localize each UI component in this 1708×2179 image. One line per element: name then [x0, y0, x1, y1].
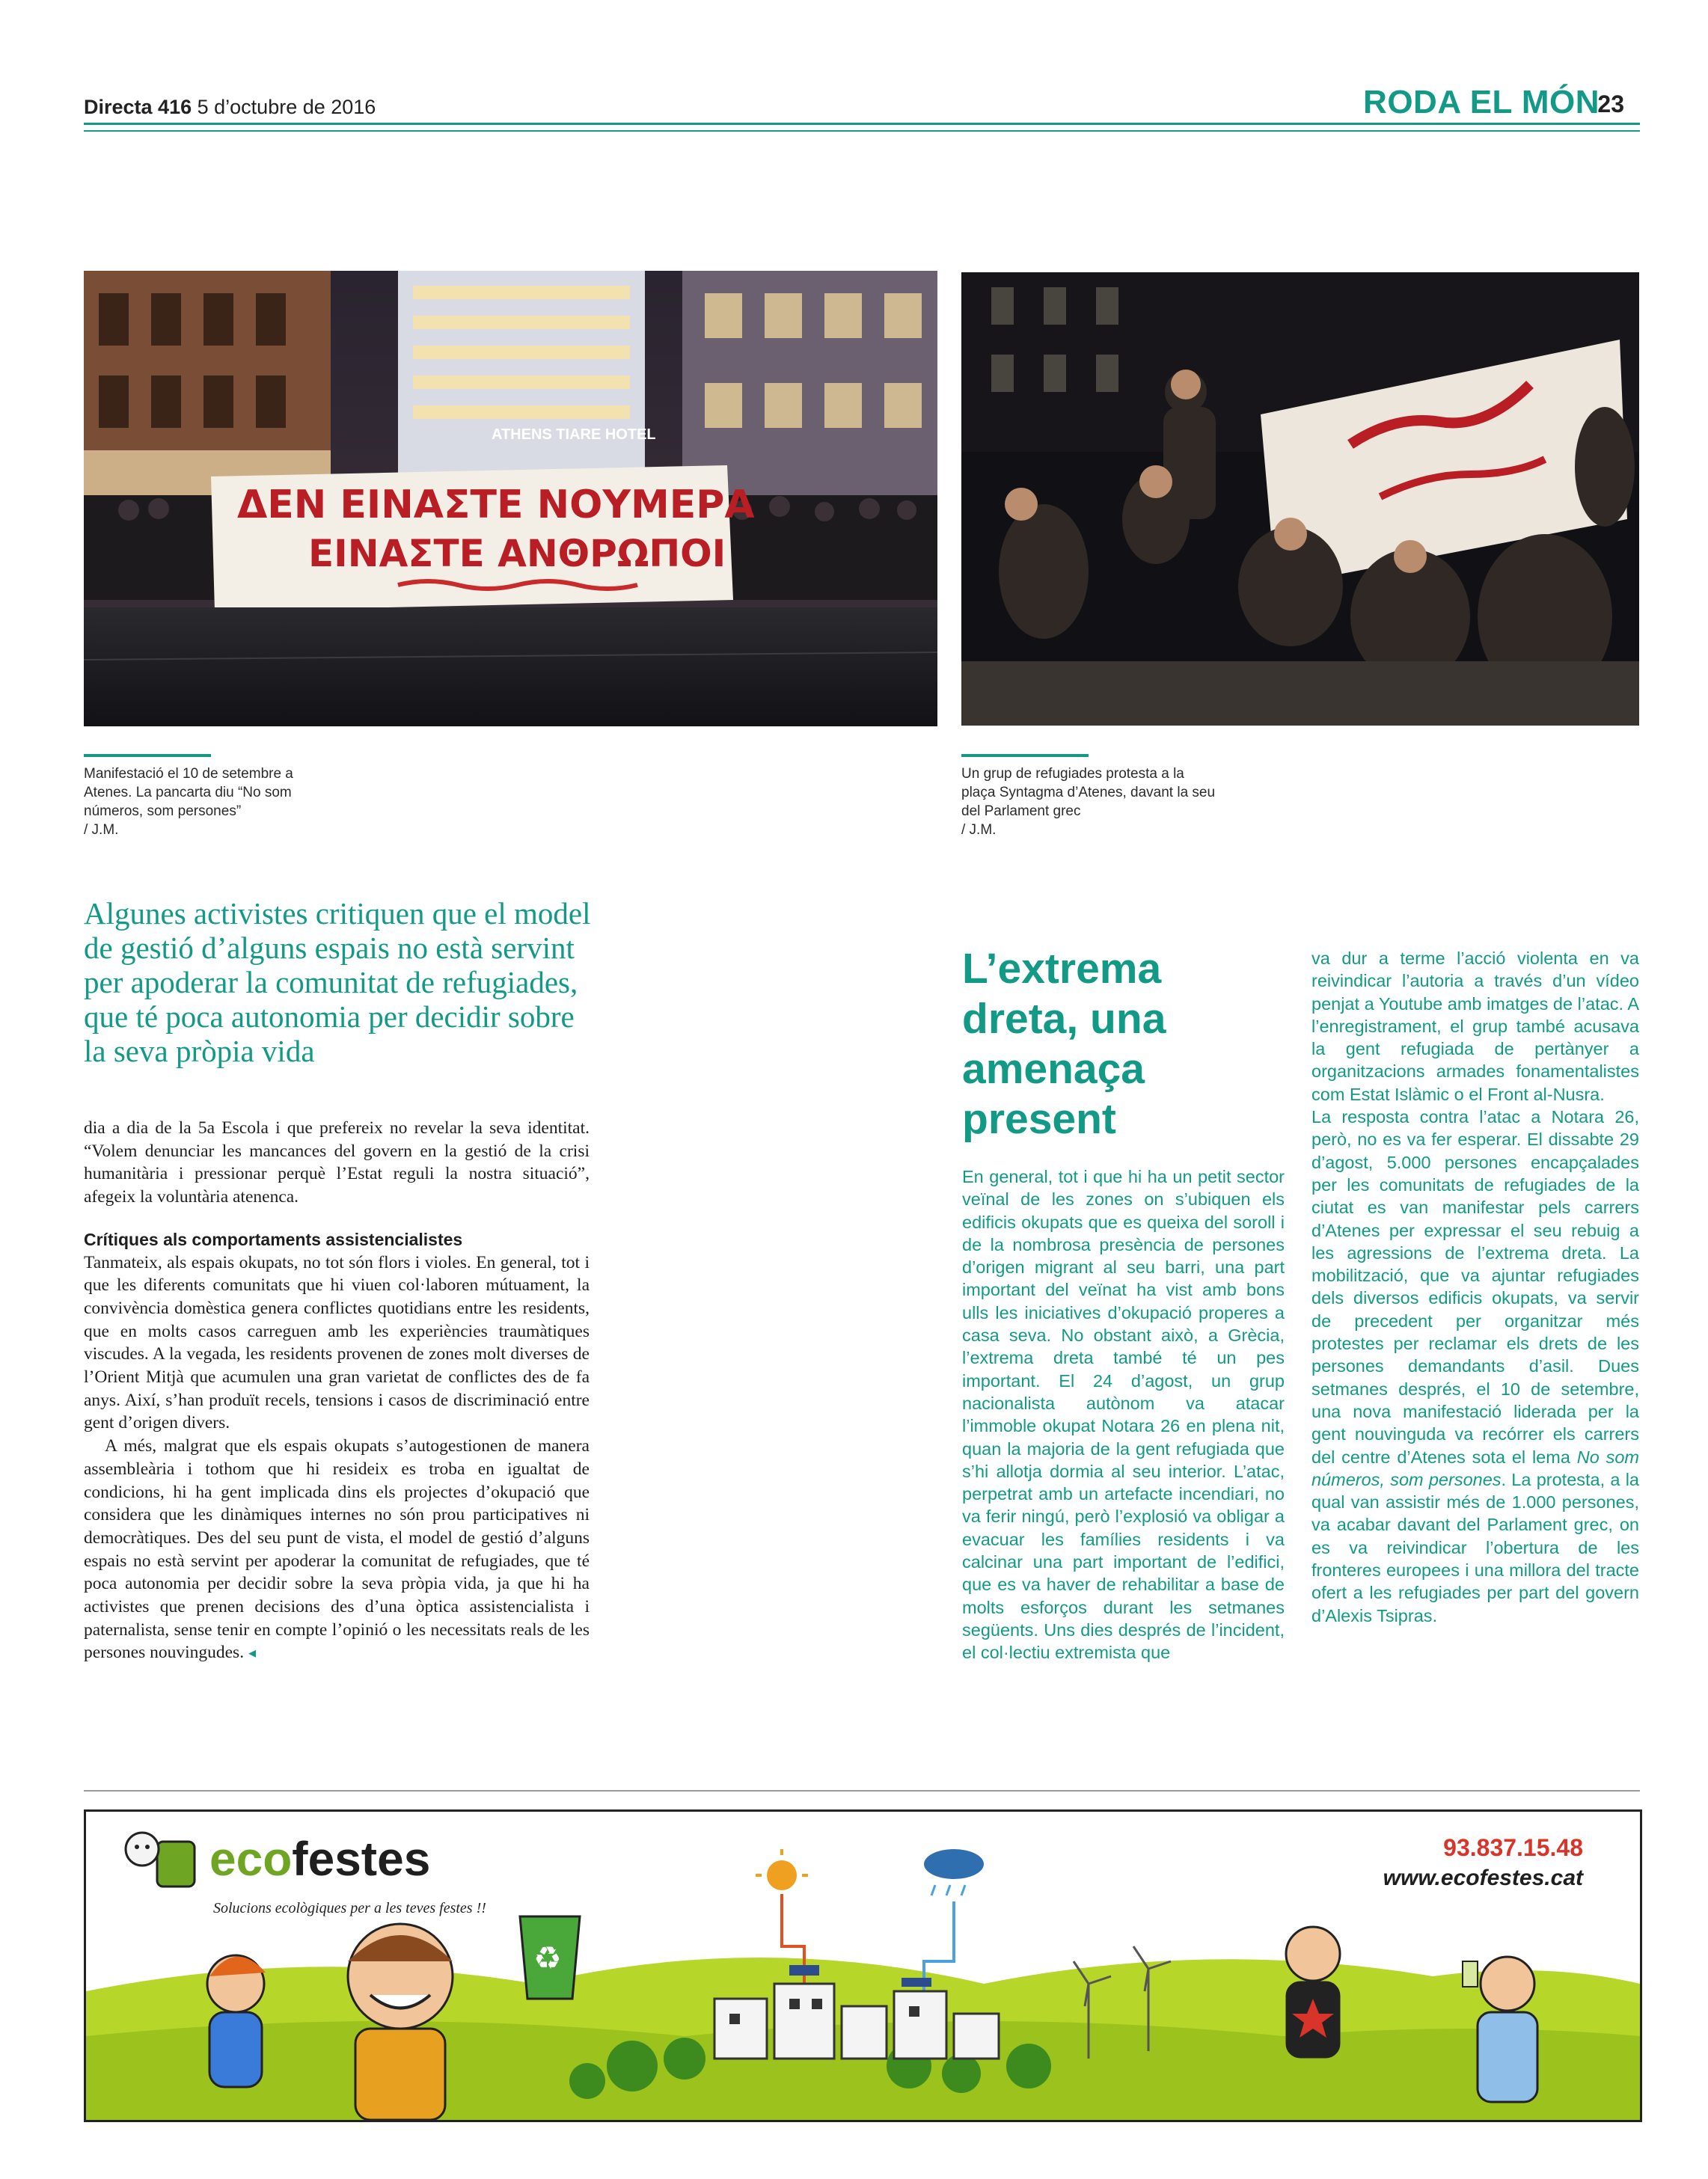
svg-text:♻: ♻ — [533, 1940, 562, 1976]
paragraph: va dur a terme l’acció violenta en va reivindicar l’autoria a través d’un vídeo penjat a Youtube amb imatges de l’atac. A l’enregistrament, el grup també acusava la gent refugiada de pertànyer a organitzacions armades fonamentalistes com Estat Islàmic o el Front al-Nusra. — [1311, 948, 1639, 1104]
masthead-info — [84, 96, 376, 119]
photo-credit: / J.M. — [84, 822, 119, 838]
advertisement-rule — [84, 1790, 1640, 1792]
article-column-1 — [962, 1165, 1285, 1664]
publication-name: Directa 416 — [84, 96, 192, 118]
caption-text: Manifestació el 10 de setembre a Atenes. La pancarta diu “No som números, som persones” — [84, 766, 293, 819]
ad-website-link[interactable]: www.ecofestes.cat — [1383, 1866, 1583, 1890]
paragraph: dia a dia de la 5a Escola i que prefereix no revelar la seva identitat. “Volem denunciar les mancances del govern en la gestió de la crisi humanitària i pressionar perquè l’Estat reguli la nostra situació”, afegeix la voluntària atenenca. — [84, 1118, 590, 1207]
paragraph: En general, tot i que hi ha un petit sector veïnal de les zones on s’ubiquen els edificis okupats que es queixa del soroll i de la nombrosa presència de persones d’origen migrant al seu barri, una part important del veïnat ha vist amb bons ulls les iniciatives d’okupació properes a casa seva. No obstant això, a Grècia, l’extrema dreta també té un pes important. El 24 d’agost, un grup nacionalista autònom va atacar l’immoble okupat Notara 26 en plena nit, quan la majoria de la gent refugiada que s’hi allotja dormia al seu interior. L’atac, perpetrat amb un artefacte incendiari, no va ferir ningú, però l’explosió va obligar a evacuar les famílies residents i va calcinar una part important de l’edifici, que es va haver de rehabilitar a base de molts esforços durant les setmanes següents. Uns dies després de l’incident, el col·lectiu extremista que — [962, 1167, 1285, 1663]
banner-line-2: ΕΙΝΑΣΤΕ ΑΝΘΡΩΠΟΙ — [308, 532, 726, 575]
ad-phone[interactable]: 93.837.15.48 — [1443, 1834, 1583, 1861]
article-column-2 — [1311, 947, 1639, 1627]
header-rule-thin — [84, 130, 1640, 132]
paragraph: Tanmateix, als espais okupats, no tot són flors i violes. En general, tot i que les diferents comunitats que hi viuen col·laboren mútuament, la convivència domèstica genera conflictes quotidians entre les residents, que en molts casos carreguen amb les experiències traumàtiques viscudes. A la vegada, les residents provenen de zones molt diverses de l’Orient Mitjà que acumulen una gran varietat de conflictes des de fa anys. Així, s’han produït recels, tensions i casos de discriminació entre gent d’origen divers. — [84, 1252, 590, 1433]
photo-caption-left — [84, 764, 331, 839]
logo-festes: festes — [292, 1832, 431, 1886]
photo-demonstration-athens — [84, 271, 937, 726]
photo-refugees-syntagma — [961, 272, 1639, 726]
article-headline: L’extrema dreta, una amenaça present — [962, 945, 1166, 1143]
subheading: Crítiques als comportaments assistencialistes — [84, 1229, 463, 1249]
paragraph-text: . La protesta, a la qual van assistir més de 1.000 persones, va acabar davant del Parlament grec, on es va reivindicar l’obertura de les fronteres europees i una millora del tracte ofert a les refugiades per part del govern d’Alexis Tsipras. — [1311, 1469, 1639, 1625]
slogan: No som números, som persones — [1311, 1447, 1639, 1489]
ecofestes-advertisement[interactable] — [84, 1809, 1642, 2122]
paragraph-text: A més, malgrat que els espais okupats s’autogestionen de manera assembleària i tothom que hi resideix es troba en igualtat de condicions, hi ha gent implicada dins els projectes d’okupació que considera que les dinàmiques internes no són prou participatives ni democràtiques. Des del seu punt de vista, el model de gestió d’alguns espais no està servint per apoderar la comunitat de refugiades, que té poca autonomia per decidir sobre la seva pròpia vida, ja que hi ha activistes que prenen decisions des d’una òptica assistencialista i paternalista, sense tenir en compte l’opinió o les necessitats reals de les persones nouvingudes. — [84, 1436, 590, 1663]
paragraph — [1311, 1106, 1639, 1627]
caption-text: Un grup de refugiades protesta a la plaça Syntagma d’Atenes, davant la seu del Parlament grec — [961, 766, 1216, 819]
caption-rule — [84, 754, 211, 757]
photo-caption-right — [961, 764, 1219, 839]
ecofestes-logo — [209, 1831, 430, 1887]
banner-line-1: ΔΕΝ ΕΙΝΑΣΤΕ ΝΟΥΜΕΡΑ — [237, 482, 755, 527]
section-title: RODA EL MÓN — [1363, 84, 1600, 120]
paragraph-last — [84, 1435, 590, 1665]
logo-eco: eco — [209, 1832, 293, 1886]
issue-date: 5 d’octubre de 2016 — [197, 96, 376, 118]
end-of-article-icon: ◂ — [248, 1645, 257, 1662]
hotel-sign: ATHENS TIARE HOTEL — [492, 426, 656, 443]
header-rule — [84, 123, 1640, 125]
caption-rule — [961, 754, 1089, 757]
page-number: 23 — [1597, 91, 1624, 117]
paragraph-text: La resposta contra l’atac a Notara 26, però, no es va fer esperar. El dissabte 29 d’agost, 5.000 persones encapçalades per les comunitats de refugiades de la ciutat es van manifestar pels carrers d’Atenes per expressar el seu rebuig a les agressions de l’extrema dreta. La mobilització, que va ajuntar refugiades dels diversos edificis okupats, va servir de precedent per organitzar més protestes per reclamar els drets de les persones demandants d’asil. Dues setmanes després, el 10 de setembre, una nova manifestació liderada per la gent nouvinguda va recórrer els carrers del centre d’Atenes sota el lema — [1311, 1107, 1639, 1467]
ad-tagline: Solucions ecològiques per a les teves festes !! — [213, 1900, 486, 1916]
pull-quote: Algunes activistes critiquen que el model de gestió d’alguns espais no està servint per apoderar la comunitat de refugiades, que té poca autonomia per decidir sobre la seva pròpia vida — [84, 896, 591, 1068]
left-article-body — [84, 1117, 590, 1665]
photo-credit: / J.M. — [961, 822, 997, 838]
